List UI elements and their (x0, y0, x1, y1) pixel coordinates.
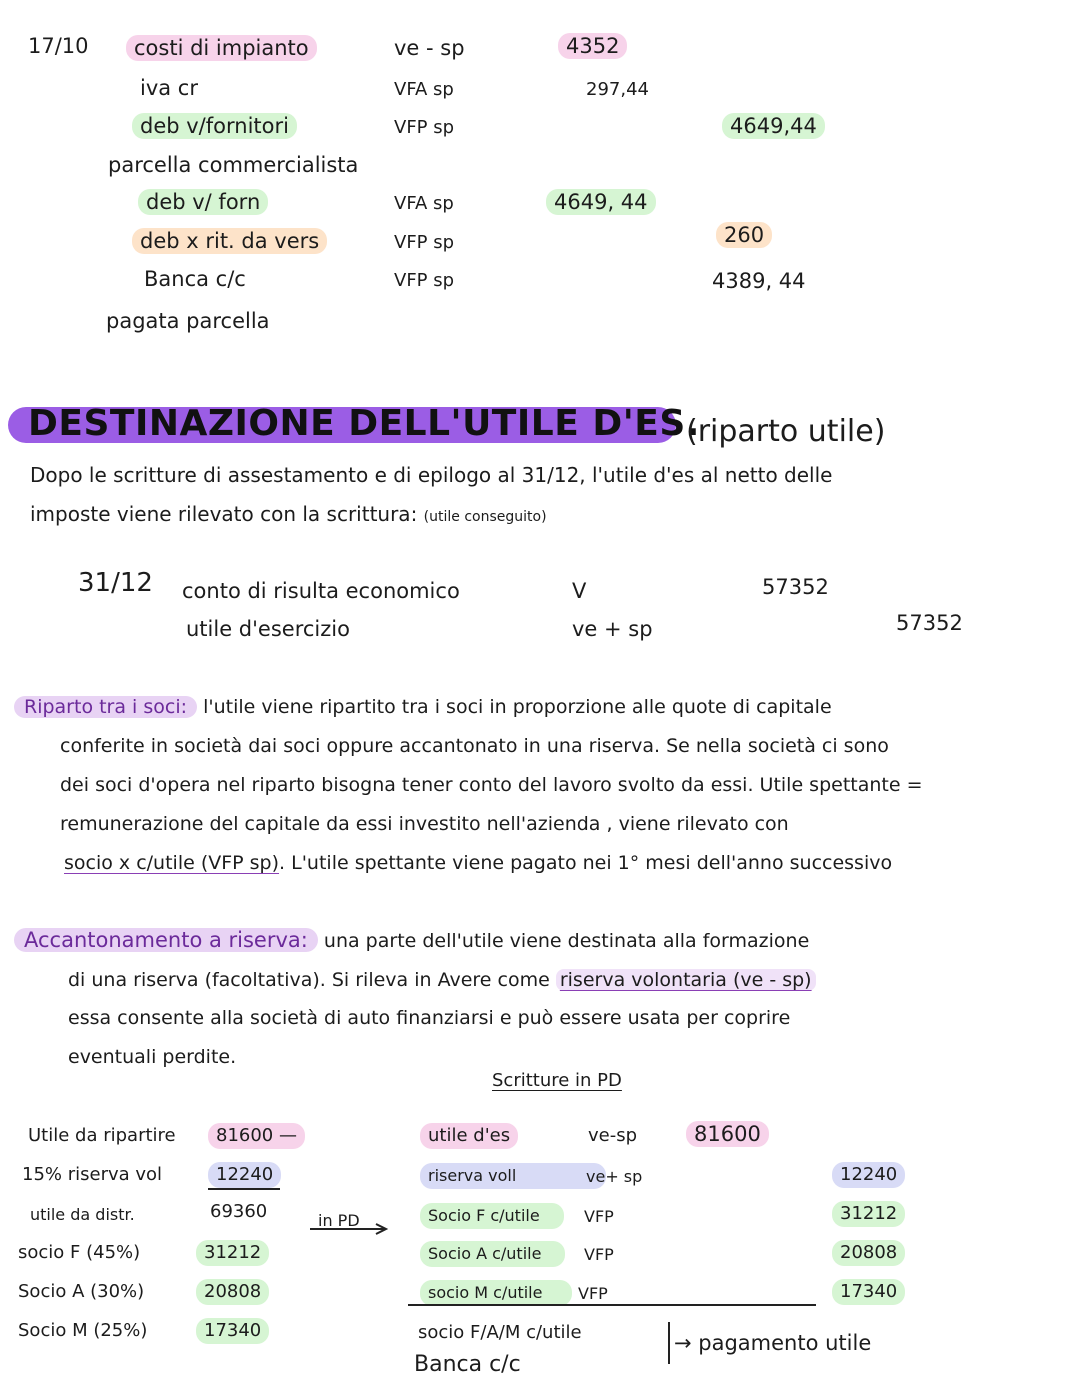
total-rule (408, 1304, 816, 1306)
arrow-label: in PD (318, 1211, 360, 1230)
entry-date: 31/12 (78, 568, 153, 598)
calc-label: Socio M (25%) (18, 1320, 148, 1341)
entry-note: pagata parcella (106, 309, 270, 333)
riparto-line (14, 688, 832, 727)
account-name: utile d'esercizio (186, 617, 350, 641)
dare-amount: 57352 (762, 575, 829, 599)
calc-label: socio F (45%) (18, 1242, 141, 1263)
account-name: deb v/fornitori (132, 113, 297, 139)
accantonamento-text: di una riserva (facoltativa). Si rileva in Avere come (68, 969, 550, 991)
accantonamento-line (14, 921, 809, 961)
entry-date: 17/10 (28, 34, 89, 58)
calc-value: 31212 (196, 1240, 269, 1266)
avere-amount: 31212 (832, 1201, 905, 1227)
avere-amount: 20808 (832, 1240, 905, 1266)
dare-amount: 4352 (558, 33, 627, 59)
accantonamento-underlined: riserva volontaria (ve - sp) (556, 969, 816, 991)
account-name: costi di impianto (126, 35, 317, 61)
account-type: V (572, 579, 587, 603)
right-arrow-icon (308, 1222, 390, 1236)
riparto-label: Riparto tra i soci: (14, 696, 197, 718)
accantonamento-line (68, 961, 816, 1000)
account-name: utile d'es (420, 1123, 518, 1149)
dare-amount: 297,44 (586, 79, 649, 100)
calc-value: 20808 (196, 1279, 269, 1305)
riparto-line: conferite in società dai soci oppure accantonato in una riserva. Se nella società ci sono (60, 735, 889, 757)
account-type: ve-sp (588, 1125, 638, 1146)
calc-value: 17340 (196, 1318, 269, 1344)
sum-rule (208, 1188, 280, 1190)
avere-amount: 57352 (896, 611, 963, 635)
calc-value: 12240 (208, 1162, 281, 1188)
account-type: ve + sp (572, 617, 653, 641)
intro-line (30, 495, 547, 537)
riparto-line: remunerazione del capitale da essi investito nell'azienda , viene rilevato con (60, 813, 789, 835)
account-type: VFP sp (394, 232, 455, 253)
account-name: riserva voll (420, 1163, 606, 1189)
account-type: VFP sp (394, 270, 455, 291)
avere-amount: 4649,44 (722, 113, 825, 139)
calc-label: utile da distr. (30, 1205, 135, 1224)
avere-amount: 12240 (832, 1162, 905, 1188)
section-subtitle: (riparto utile) (686, 414, 886, 449)
calc-label: Utile da ripartire (28, 1125, 176, 1146)
dare-amount: 81600 (686, 1121, 769, 1147)
account-type: VFP (584, 1207, 614, 1226)
account-name: deb x rit. da vers (132, 228, 327, 254)
account-name: socio F/A/M c/utile (418, 1322, 582, 1343)
account-name: deb v/ forn (138, 189, 268, 215)
calc-value: 81600 — (208, 1123, 305, 1149)
accantonamento-line: eventuali perdite. (68, 1046, 237, 1068)
account-type: VFP (578, 1284, 608, 1303)
section-title: DESTINAZIONE DELL'UTILE D'ES. (28, 403, 700, 444)
calc-label: Socio A (30%) (18, 1281, 145, 1302)
account-name: conto di risulta economico (182, 579, 460, 603)
account-type: VFA sp (394, 79, 454, 100)
account-type: ve - sp (394, 36, 465, 60)
bracket-line (668, 1322, 670, 1364)
accantonamento-text: una parte dell'utile viene destinata alla formazione (323, 930, 810, 952)
account-name: Socio A c/utile (420, 1241, 565, 1267)
intro-line: Dopo le scritture di assestamento e di epilogo al 31/12, l'utile d'es al netto delle (30, 463, 833, 487)
avere-amount: 260 (716, 222, 772, 248)
intro-note: (utile conseguito) (423, 509, 547, 525)
avere-amount: 4389, 44 (712, 269, 806, 293)
account-type: VFP sp (394, 117, 455, 138)
avere-amount: 17340 (832, 1279, 905, 1305)
accantonamento-label: Accantonamento a riserva: (14, 928, 318, 952)
account-name: Socio F c/utile (420, 1203, 564, 1229)
intro-text: imposte viene rilevato con la scrittura: (30, 502, 418, 526)
pd-title: Scritture in PD (492, 1070, 622, 1091)
account-type: VFP (584, 1245, 614, 1264)
account-name: Banca c/c (144, 267, 246, 291)
calc-value: 69360 (210, 1201, 268, 1222)
account-name: socio M c/utile (420, 1280, 572, 1306)
riparto-text: l'utile viene ripartito tra i soci in proporzione alle quote di capitale (203, 696, 832, 718)
account-name: iva cr (140, 76, 198, 100)
calc-label: 15% riserva vol (22, 1164, 163, 1185)
riparto-underlined: socio x c/utile (VFP sp) (64, 852, 280, 874)
account-type: VFA sp (394, 193, 454, 214)
dare-amount: 4649, 44 (546, 189, 656, 215)
accantonamento-line: essa consente alla società di auto finanziarsi e può essere usata per coprire (68, 1007, 791, 1029)
entry-note: parcella commercialista (108, 153, 359, 177)
riparto-line (64, 844, 892, 883)
riparto-line: dei soci d'opera nel riparto bisogna tener conto del lavoro svolto da essi. Utile spettante = (60, 774, 923, 796)
account-name: Banca c/c (414, 1352, 521, 1377)
payment-note: → pagamento utile (674, 1331, 872, 1355)
riparto-text: . L'utile spettante viene pagato nei 1° mesi dell'anno successivo (279, 852, 893, 874)
account-type: ve+ sp (586, 1167, 643, 1186)
